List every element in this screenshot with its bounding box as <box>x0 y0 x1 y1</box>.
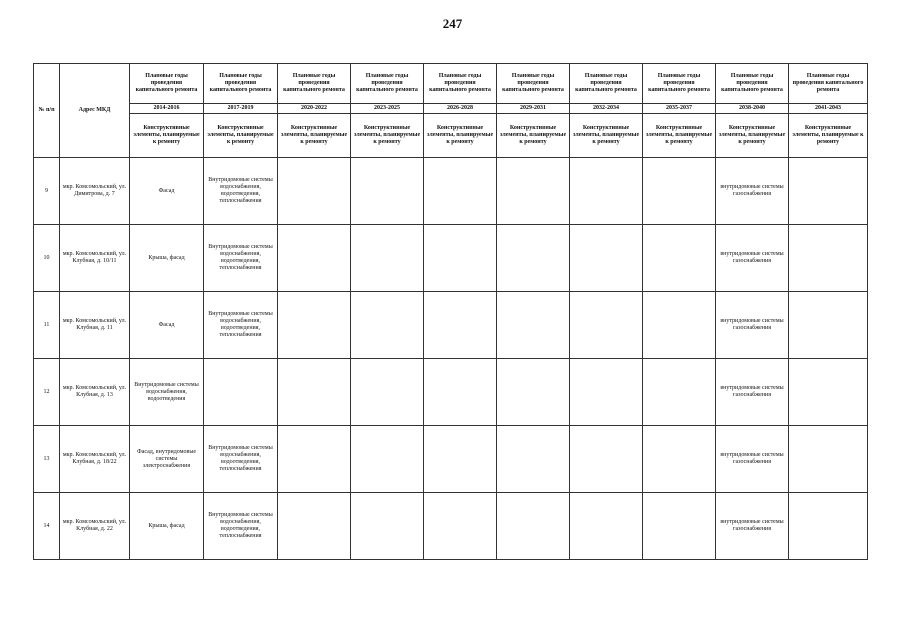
row-cell <box>789 426 868 493</box>
row-cell <box>424 225 497 292</box>
header-elements-label: Конструктивные элементы, планируемые к ремонту <box>424 114 497 158</box>
row-cell <box>424 292 497 359</box>
row-address: мкр. Комсомольский, ул. Димитрова, д. 7 <box>60 158 130 225</box>
row-cell <box>497 225 570 292</box>
row-cell <box>497 426 570 493</box>
row-cell: Фасад <box>130 292 204 359</box>
header-planned-label: Плановые годы проведения капитального ремонта <box>424 64 497 104</box>
header-planned-label: Плановые годы проведения капитального ремонта <box>570 64 643 104</box>
header-address: Адрес МКД <box>60 64 130 158</box>
row-address: мкр. Комсомольский, ул. Клубная, д. 10/11 <box>60 225 130 292</box>
header-period: 2038-2040 <box>716 104 789 114</box>
row-cell <box>424 426 497 493</box>
row-cell: Внутридомовые системы водоснабжения, водоотведения, теплоснабжения <box>204 158 278 225</box>
header-planned-label: Плановые годы проведения капитального ремонта <box>351 64 424 104</box>
header-elements-label: Конструктивные элементы, планируемые к ремонту <box>570 114 643 158</box>
header-period: 2035-2037 <box>643 104 716 114</box>
row-cell <box>351 292 424 359</box>
header-period: 2023-2025 <box>351 104 424 114</box>
row-cell <box>570 158 643 225</box>
row-cell <box>789 493 868 560</box>
header-elements-label: Конструктивные элементы, планируемые к ремонту <box>643 114 716 158</box>
row-cell <box>424 493 497 560</box>
row-address: мкр. Комсомольский, ул. Клубная, д. 13 <box>60 359 130 426</box>
header-num: № п/п <box>34 64 60 158</box>
capital-repair-table <box>33 63 868 560</box>
row-cell <box>789 292 868 359</box>
table-row <box>34 158 868 225</box>
row-cell <box>643 493 716 560</box>
row-cell: Фасад, внутридомовые системы электроснабжения <box>130 426 204 493</box>
row-cell: внутридомовые системы газоснабжения <box>716 225 789 292</box>
header-elements-label: Конструктивные элементы, планируемые к ремонту <box>716 114 789 158</box>
row-cell <box>278 493 351 560</box>
row-cell: Фасад <box>130 158 204 225</box>
table-row <box>34 426 868 493</box>
row-cell: внутридомовые системы газоснабжения <box>716 359 789 426</box>
row-cell <box>789 158 868 225</box>
row-cell <box>643 292 716 359</box>
row-cell <box>351 426 424 493</box>
row-address: мкр. Комсомольский, ул. Клубная, д. 18/22 <box>60 426 130 493</box>
row-cell: Внутридомовые системы водоснабжения, водоотведения <box>130 359 204 426</box>
row-cell: внутридомовые системы газоснабжения <box>716 292 789 359</box>
row-cell <box>278 359 351 426</box>
header-period: 2017-2019 <box>204 104 278 114</box>
row-number: 10 <box>34 225 60 292</box>
row-cell <box>497 493 570 560</box>
header-planned-label: Плановые годы проведения капитального ремонта <box>789 64 868 104</box>
row-cell <box>570 426 643 493</box>
row-cell <box>351 225 424 292</box>
header-period: 2041-2043 <box>789 104 868 114</box>
header-elements-row <box>34 114 868 158</box>
row-cell <box>351 359 424 426</box>
row-cell <box>278 426 351 493</box>
row-cell: Внутридомовые системы водоснабжения, водоотведения, теплоснабжения <box>204 292 278 359</box>
row-cell <box>497 158 570 225</box>
header-planned-label: Плановые годы проведения капитального ремонта <box>643 64 716 104</box>
row-cell: внутридомовые системы газоснабжения <box>716 493 789 560</box>
row-number: 13 <box>34 426 60 493</box>
row-cell: внутридомовые системы газоснабжения <box>716 158 789 225</box>
header-elements-label: Конструктивные элементы, планируемые к ремонту <box>351 114 424 158</box>
row-cell <box>351 493 424 560</box>
row-cell <box>789 225 868 292</box>
header-elements-label: Конструктивные элементы, планируемые к ремонту <box>497 114 570 158</box>
header-period: 2026-2028 <box>424 104 497 114</box>
page-number: 247 <box>442 16 463 31</box>
row-cell <box>204 359 278 426</box>
row-number: 9 <box>34 158 60 225</box>
header-planned-label: Плановые годы проведения капитального ремонта <box>130 64 204 104</box>
header-period: 2020-2022 <box>278 104 351 114</box>
header-period: 2029-2031 <box>497 104 570 114</box>
row-address: мкр. Комсомольский, ул. Клубная, д. 11 <box>60 292 130 359</box>
table-row <box>34 225 868 292</box>
table-body <box>34 158 868 560</box>
row-cell: Крыша, фасад <box>130 493 204 560</box>
header-elements-label: Конструктивные элементы, планируемые к ремонту <box>204 114 278 158</box>
row-cell <box>424 359 497 426</box>
header-planned-label: Плановые годы проведения капитального ремонта <box>204 64 278 104</box>
row-cell <box>497 292 570 359</box>
row-number: 12 <box>34 359 60 426</box>
row-cell <box>643 426 716 493</box>
row-cell <box>570 359 643 426</box>
row-cell <box>570 292 643 359</box>
row-cell: внутридомовые системы газоснабжения <box>716 426 789 493</box>
header-planned-row <box>34 64 868 104</box>
row-cell: Крыша, фасад <box>130 225 204 292</box>
row-cell <box>351 158 424 225</box>
header-period: 2014-2016 <box>130 104 204 114</box>
row-cell <box>643 225 716 292</box>
header-years-row <box>34 104 868 114</box>
row-cell <box>643 158 716 225</box>
row-cell <box>278 292 351 359</box>
header-elements-label: Конструктивные элементы, планируемые к ремонту <box>278 114 351 158</box>
row-cell <box>570 493 643 560</box>
row-cell: Внутридомовые системы водоснабжения, водоотведения, теплоснабжения <box>204 426 278 493</box>
row-address: мкр. Комсомольский, ул. Клубная, д. 22 <box>60 493 130 560</box>
row-cell: Внутридомовые системы водоснабжения, водоотведения, теплоснабжения <box>204 493 278 560</box>
row-number: 14 <box>34 493 60 560</box>
table-row <box>34 359 868 426</box>
header-planned-label: Плановые годы проведения капитального ремонта <box>278 64 351 104</box>
row-cell <box>643 359 716 426</box>
header-elements-label: Конструктивные элементы, планируемые к ремонту <box>130 114 204 158</box>
row-cell: Внутридомовые системы водоснабжения, водоотведения, теплоснабжения <box>204 225 278 292</box>
table-row <box>34 493 868 560</box>
row-cell <box>278 225 351 292</box>
row-number: 11 <box>34 292 60 359</box>
header-elements-label: Конструктивные элементы, планируемые к ремонту <box>789 114 868 158</box>
header-period: 2032-2034 <box>570 104 643 114</box>
table-row <box>34 292 868 359</box>
row-cell <box>497 359 570 426</box>
header-planned-label: Плановые годы проведения капитального ремонта <box>716 64 789 104</box>
row-cell <box>570 225 643 292</box>
row-cell <box>278 158 351 225</box>
row-cell <box>424 158 497 225</box>
header-planned-label: Плановые годы проведения капитального ремонта <box>497 64 570 104</box>
row-cell <box>789 359 868 426</box>
